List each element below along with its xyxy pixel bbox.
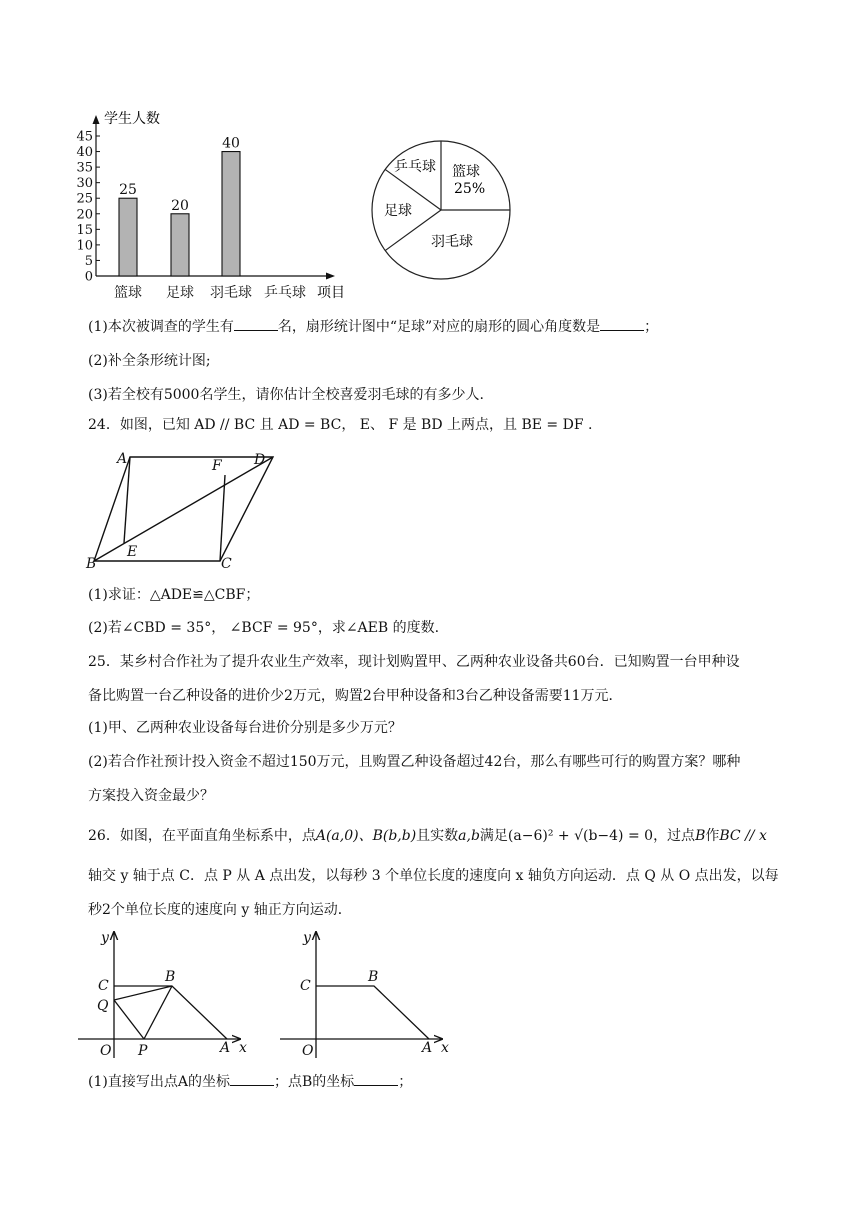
q25-line1: 25．某乡村合作社为了提升农业生产效率，现计划购置甲、乙两种农业设备共60台．已知购置一台甲种设 (88, 654, 740, 670)
q26-text-i: 作 (705, 828, 720, 844)
bar-y-tick-label: 20 (76, 207, 93, 223)
bar-chart-xlabel: 项目 (317, 285, 345, 301)
fig24-label-c: C (221, 556, 232, 572)
q23-part1-text-a: (1)本次被调查的学生有 (88, 319, 234, 335)
q26-line1 (88, 826, 767, 846)
fig1-label-p: P (138, 1043, 148, 1059)
fig2-label-c: C (300, 978, 311, 994)
bar-1 (171, 214, 189, 276)
q26-part1-text-c: ； (398, 1074, 413, 1090)
q26-points-ab: A(a,0)、B(b,b) (315, 828, 417, 844)
q24-stem: 24．如图，已知 AD // BC 且 AD = BC， E、 F 是 BD 上两点，且 BE = DF . (88, 417, 593, 433)
bar-0 (119, 198, 137, 276)
q26-text-a: 26．如图，在平面直角坐标系中，点 (88, 828, 316, 844)
bar-y-tick-label: 40 (76, 145, 93, 161)
bar-category-label: 羽毛球 (210, 285, 252, 301)
bar-category-label: 乒乓球 (264, 285, 306, 301)
fig2-c-b-a (316, 986, 429, 1039)
q26-figure-left (76, 928, 256, 1063)
bar-chart-ylabel: 学生人数 (104, 111, 160, 127)
fig1-qp (114, 1000, 144, 1039)
q23-part3: (3)若全校有5000名学生，请你估计全校喜爱羽毛球的有多少人. (88, 387, 484, 403)
q23-part1 (88, 316, 658, 337)
bar-y-tick-label: 0 (84, 269, 93, 285)
q26-line2: 轴交 y 轴于点 C．点 P 从 A 点出发，以每秒 3 个单位长度的速度向 x 轴负方向运动．点 Q 从 O 点出发，以每 (88, 868, 779, 884)
q26-blank-a-coord[interactable] (230, 1071, 274, 1086)
q26-text-e: 满足 (479, 828, 508, 844)
q26-line3: 秒2个单位长度的速度向 y 轴正方向运动． (88, 902, 352, 918)
fig2-label-y: y (303, 930, 311, 946)
pie-percent-basketball: 25% (454, 181, 486, 197)
bar-y-tick-label: 10 (76, 238, 93, 254)
fig1-label-q: Q (97, 998, 109, 1014)
q26-text-g: ，过点 (653, 828, 696, 844)
fig1-pb (144, 986, 172, 1039)
q23-part1-text-b: 名，扇形统计图中“足球”对应的扇形的圆心角度数是 (277, 319, 601, 335)
fig1-label-c: C (98, 978, 109, 994)
bar-data-label: 25 (119, 182, 137, 199)
fig1-label-x: x (239, 1040, 247, 1056)
bar-y-tick-label: 35 (76, 160, 93, 176)
fig1-label-a: A (220, 1040, 231, 1056)
fig24-label-a: A (117, 451, 128, 467)
fig1-c-b-a (114, 986, 227, 1039)
q26-part1-text-a: (1)直接写出点A的坐标 (88, 1074, 230, 1090)
bar-y-tick-label: 25 (76, 191, 93, 207)
q25-part2-line2: 方案投入资金最少？ (88, 788, 214, 804)
fig2-label-o: O (302, 1043, 314, 1059)
q23-blank-count[interactable] (234, 316, 278, 331)
q23-blank-angle[interactable] (600, 316, 644, 331)
pie-label-pingpong: 乒乓球 (394, 159, 436, 175)
bar-y-tick-label: 15 (76, 222, 93, 238)
fig1-label-y: y (101, 930, 109, 946)
bar-2 (222, 152, 240, 276)
bar-category-label: 篮球 (114, 285, 142, 301)
q26-point-b: B (695, 828, 706, 844)
q23-part1-text-c: ； (644, 319, 659, 335)
bar-y-arrow-icon (93, 115, 100, 124)
fig24-label-e: E (127, 544, 138, 560)
q24-part2: (2)若∠CBD = 35°， ∠BCF = 95°，求∠AEB 的度数. (88, 620, 440, 636)
pie-chart (365, 132, 525, 282)
fig2-label-a: A (422, 1040, 433, 1056)
fig1-label-b: B (165, 969, 176, 985)
pie-label-football: 足球 (384, 203, 412, 219)
bar-x-arrow-icon (326, 273, 335, 280)
q26-blank-b-coord[interactable] (354, 1071, 398, 1086)
q26-bc-parallel: BC // x (719, 828, 767, 844)
pie-label-badminton: 羽毛球 (431, 234, 473, 250)
q25-line2: 备比购置一台乙种设备的进价少2万元，购置2台甲种设备和3台乙种设备需要11万元． (88, 688, 623, 704)
q26-figure-right (278, 928, 458, 1063)
q26-part1 (88, 1071, 412, 1092)
q23-part2: (2)补全条形统计图; (88, 353, 211, 369)
q26-text-c: 且实数 (416, 828, 459, 844)
fig24-label-b: B (86, 556, 97, 572)
q24-part1: (1)求证：△ADE≌△CBF； (88, 587, 260, 603)
q26-part1-text-b: ；点B的坐标 (273, 1074, 355, 1090)
bar-data-label: 40 (222, 135, 240, 152)
pie-label-basketball: 篮球 (452, 164, 480, 180)
q25-part1: (1)甲、乙两种农业设备每台进价分别是多少万元？ (88, 720, 402, 736)
bar-chart (76, 104, 366, 304)
q26-vars-ab: a,b (458, 828, 480, 844)
fig24-label-f: F (212, 458, 222, 474)
q26-equation: (a−6)² + √(b−4) = 0 (507, 828, 654, 844)
fig1-label-o: O (100, 1043, 112, 1059)
bar-y-tick-label: 5 (84, 253, 93, 269)
bar-y-tick-label: 30 (76, 176, 93, 192)
fig24-label-d: D (254, 452, 266, 468)
bar-data-label: 20 (171, 197, 189, 214)
q25-part2-line1: (2)若合作社预计投入资金不超过150万元，且购置乙种设备超过42台，那么有哪些可行的购置方案？哪种 (88, 754, 741, 770)
bar-y-tick-label: 45 (76, 129, 93, 145)
bar-chart-plot (76, 115, 335, 301)
fig2-label-x: x (441, 1040, 449, 1056)
fig2-label-b: B (368, 969, 379, 985)
q24-parallelogram-figure (84, 448, 284, 573)
bar-category-label: 足球 (166, 285, 194, 301)
fig1-qb (114, 986, 172, 1000)
